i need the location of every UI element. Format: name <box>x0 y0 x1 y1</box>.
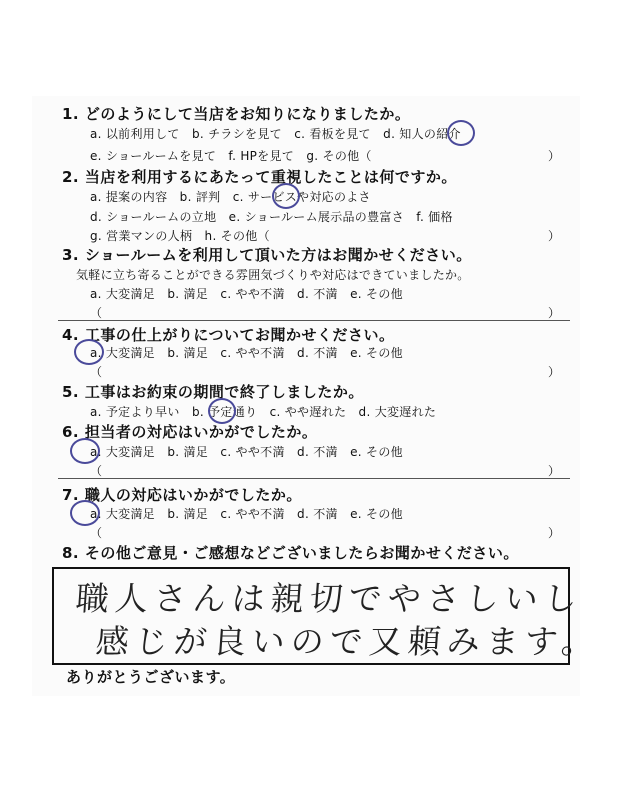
q4-options-row1: a. 大変満足 b. 満足 c. やや不満 d. 不満 e. その他 <box>90 346 403 360</box>
q5-title: 5. 工事はお約束の期間で終了しましたか。 <box>62 383 364 401</box>
q6-title: 6. 担当者の対応はいかがでしたか。 <box>62 423 318 441</box>
q1-options-row1: a. 以前利用して b. チラシを見て c. 看板を見て d. 知人の紹介 <box>90 127 461 141</box>
q7-open-paren: （ <box>90 526 103 540</box>
q3-subtitle: 気軽に立ち寄ることができる雰囲気づくりや対応はできていましたか。 <box>76 268 470 282</box>
q7-options-row1: a. 大変満足 b. 満足 c. やや不満 d. 不満 e. その他 <box>90 507 403 521</box>
closing-message: ありがとうございます。 <box>66 668 236 686</box>
handwritten-comment-line1: 職人さんは親切でやさしいし <box>74 579 585 618</box>
q4-open-paren: （ <box>90 365 103 379</box>
q2-title: 2. 当店を利用するにあたって重視したことは何ですか。 <box>62 168 457 186</box>
handwritten-comment-line2: 感じが良いので又頼みます。 <box>94 622 602 661</box>
q4-answer-circle <box>74 339 104 365</box>
q1-close-paren: ） <box>548 149 561 163</box>
q1-title: 1. どのようにして当店をお知りになりましたか。 <box>62 105 411 123</box>
section-divider <box>58 320 570 321</box>
q4-title: 4. 工事の仕上がりについてお聞かせください。 <box>62 326 395 344</box>
q7-title: 7. 職人の対応はいかがでしたか。 <box>62 486 302 504</box>
q7-answer-circle <box>70 500 100 526</box>
q6-close-paren: ） <box>548 464 561 478</box>
q8-title: 8. その他ご意見・ご感想などございましたらお聞かせください。 <box>62 544 519 562</box>
q2-answer-circle <box>272 183 300 209</box>
q2-close-paren: ） <box>548 229 561 243</box>
q1-answer-circle <box>447 120 475 146</box>
q6-options-row1: a. 大変満足 b. 満足 c. やや不満 d. 不満 e. その他 <box>90 445 403 459</box>
q5-options-row1: a. 予定より早い b. 予定通り c. やや遅れた d. 大変遅れた <box>90 405 437 419</box>
q3-close-paren: ） <box>548 306 561 320</box>
q4-close-paren: ） <box>548 365 561 379</box>
q1-options-row2: e. ショールームを見て f. HPを見て g. その他（ <box>90 149 372 163</box>
q2-options-row2: d. ショールームの立地 e. ショールーム展示品の豊富さ f. 価格 <box>90 210 453 224</box>
q3-open-paren: （ <box>90 306 103 320</box>
q6-open-paren: （ <box>90 464 103 478</box>
q2-options-row1: a. 提案の内容 b. 評判 c. サービスや対応のよさ <box>90 190 371 204</box>
q3-options-row1: a. 大変満足 b. 満足 c. やや不満 d. 不満 e. その他 <box>90 287 403 301</box>
q2-options-row3: g. 営業マンの人柄 h. その他（ <box>90 229 270 243</box>
section-divider <box>58 478 570 479</box>
q7-close-paren: ） <box>548 526 561 540</box>
q3-title: 3. ショールームを利用して頂いた方はお聞かせください。 <box>62 246 472 264</box>
q6-answer-circle <box>70 438 100 464</box>
